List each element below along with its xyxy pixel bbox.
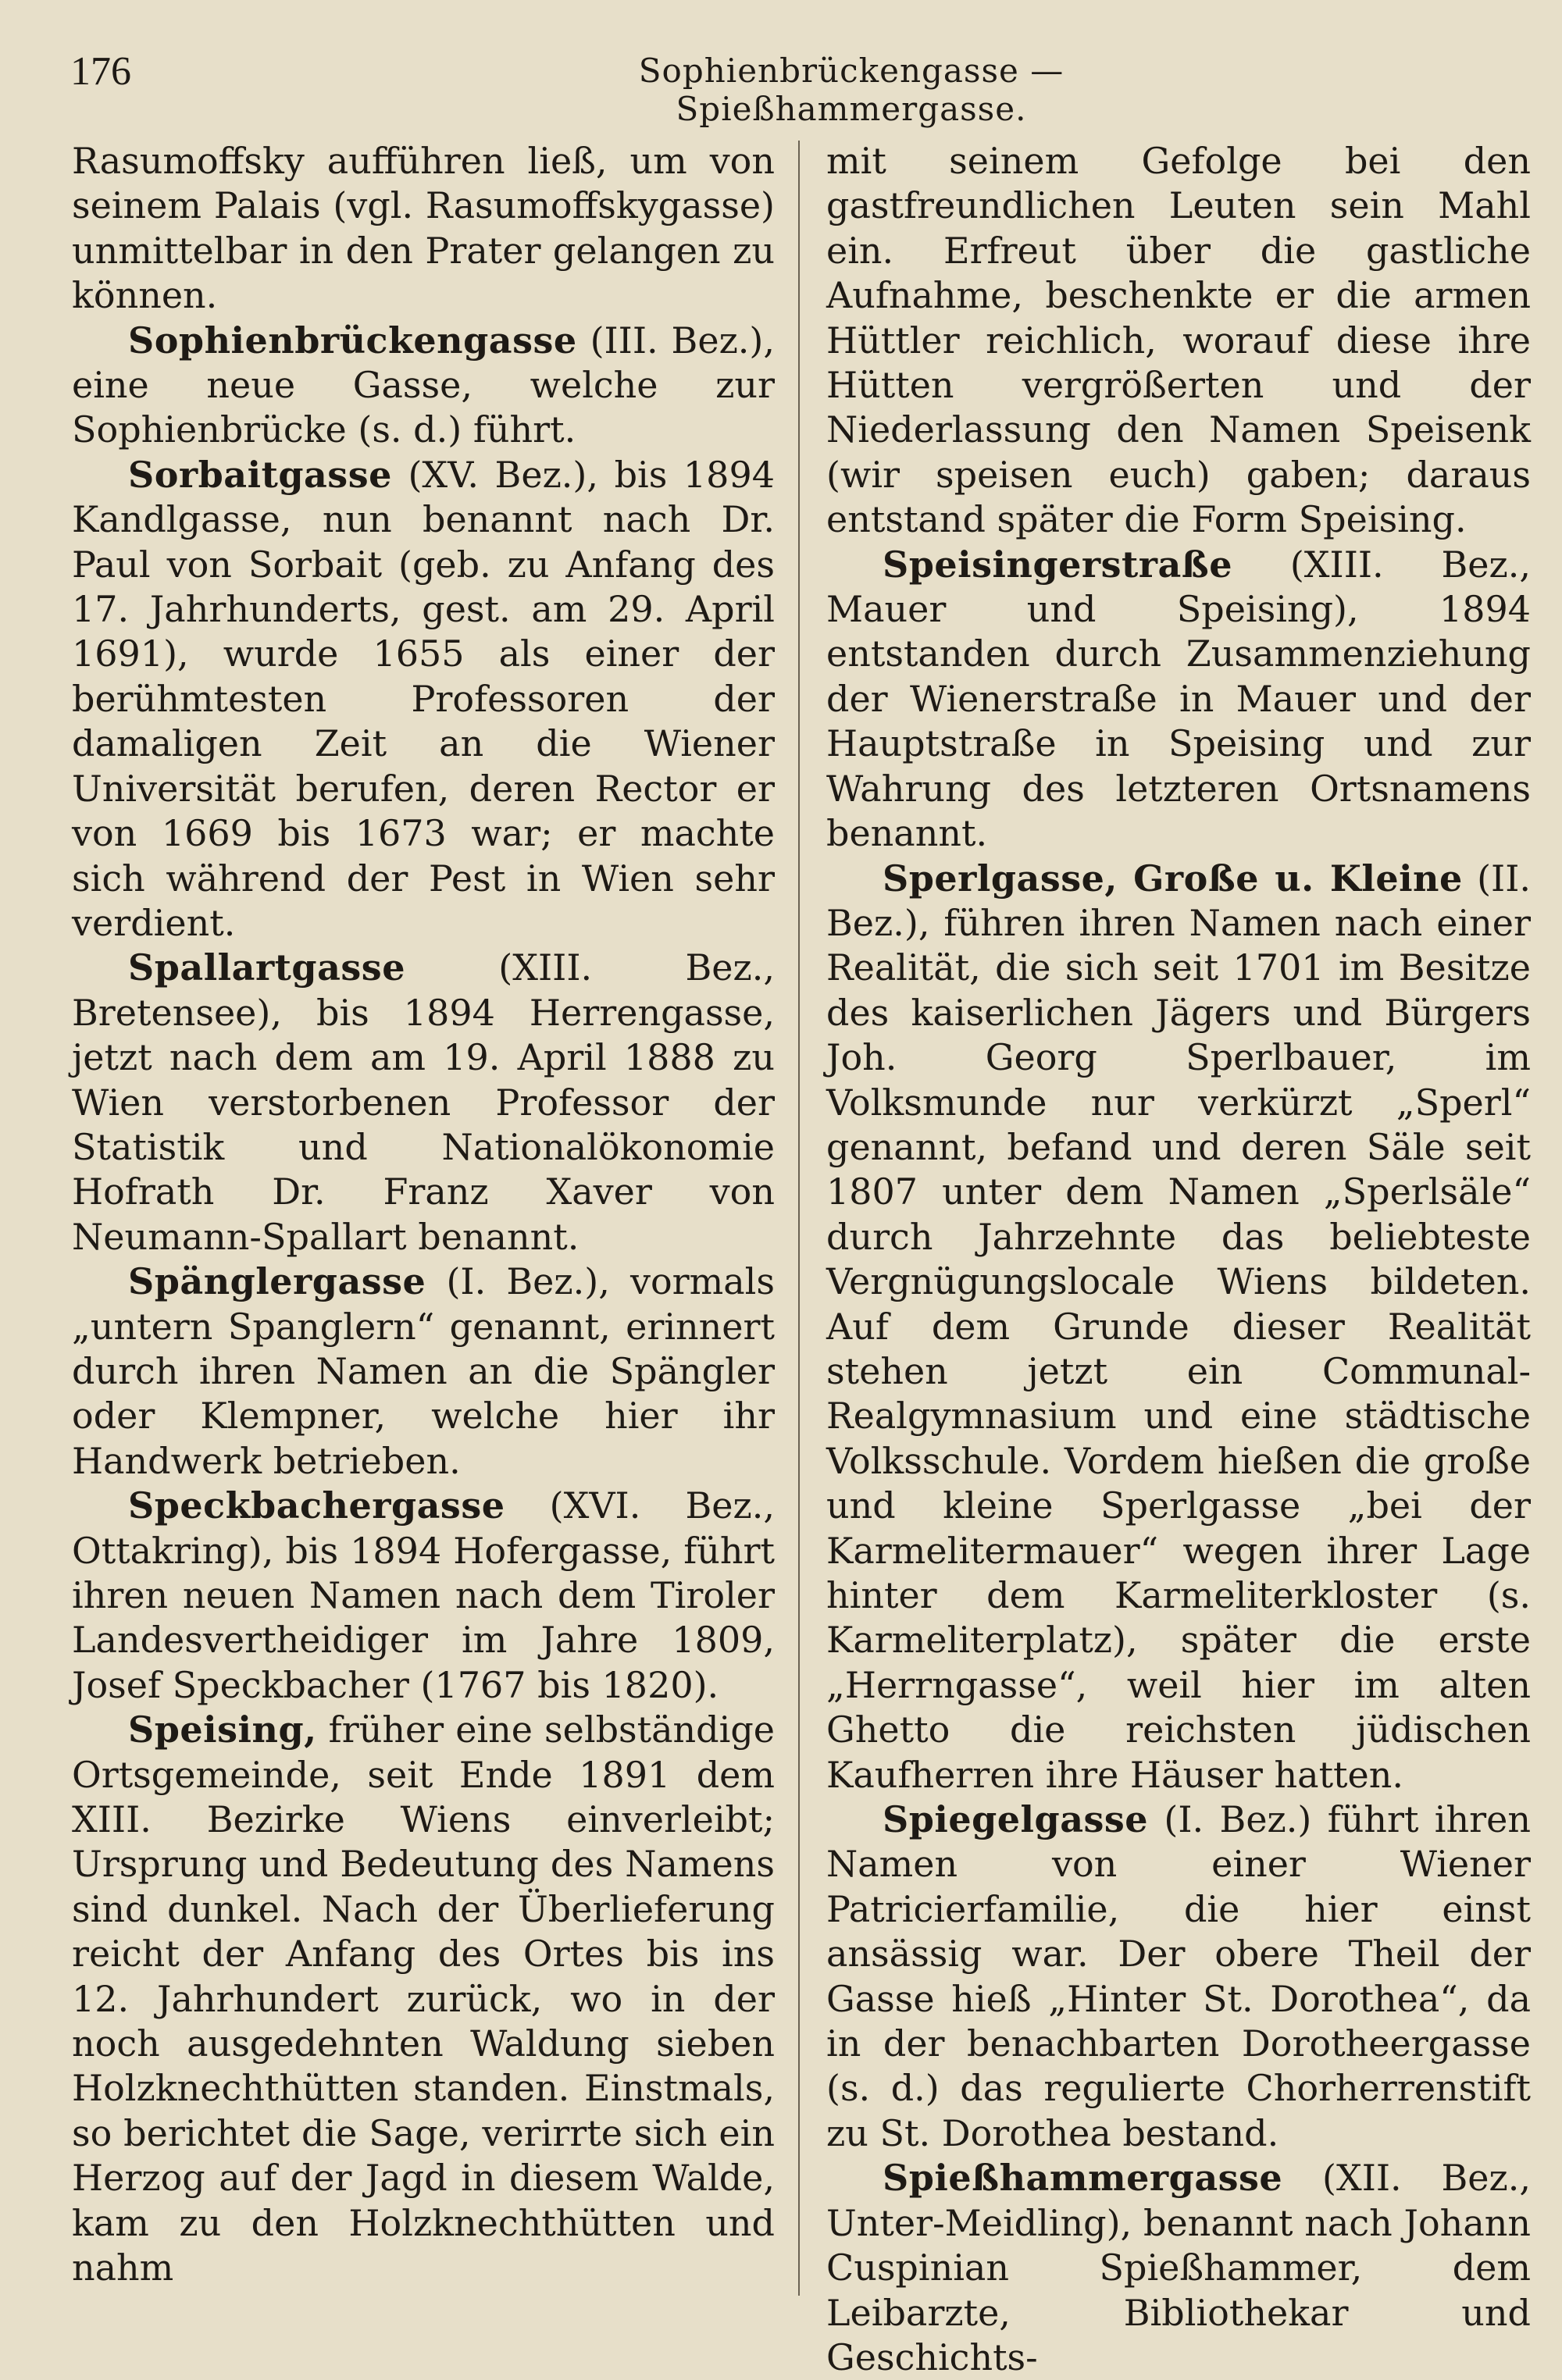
dictionary-entry <box>72 946 775 1259</box>
entry-text: (II. Bez.), führen ihren Namen nach einer Realität, die sich seit 1701 im Besitze des kaiserlichen Jägers und Bürgers Joh. Georg Sperlbauer, im Volksmunde nur verkürzt „Sperl“ genannt, befand und deren Säle seit 1807 unter dem Namen „Sperlsäle“ durch Jahrzehnte das beliebteste Vergnügungslocale Wiens bildeten. Auf dem Grunde dieser Realität stehen jetzt ein Communal-Realgymnasium und eine städtische Volksschule. Vordem hießen die große und kleine Sperlgasse „bei der Karmelitermauer“ wegen ihrer Lage hinter dem Karmeliterkloster (s. Karmeliterplatz), später die erste „Herrngasse“, weil hier im alten Ghetto die reichsten jüdischen Kaufherren ihre Häuser hatten. <box>826 857 1531 1796</box>
entry-headword: Speckbachergasse <box>128 1484 505 1527</box>
left-column <box>72 139 775 2291</box>
entry-text: früher eine selbständige Ortsgemeinde, seit Ende 1891 dem XIII. Bezirke Wiens einverleibt; Ursprung und Bedeutung des Namens sind dunkel. Nach der Überlieferung reicht der Anfang des Ortes bis ins 12. Jahrhundert zurück, wo in der noch ausgedehnten Waldung sieben Holzknechthütten standen. Einstmals, so berichtet die Sage, verirrte sich ein Herzog auf der Jagd in diesem Walde, kam zu den Holzknechthütten und nahm <box>72 1708 775 2289</box>
dictionary-entry <box>72 319 775 453</box>
dictionary-entry <box>826 857 1531 1798</box>
entry-text: (XIII. Bez., Mauer und Speising), 1894 entstanden durch Zusammenziehung der Wienerstraße in Mauer und der Hauptstraße in Speising und zur Wahrung des letzteren Ortsnamens benannt. <box>826 543 1531 855</box>
dictionary-entry <box>826 2156 1531 2380</box>
entry-text: (XVI. Bez., Ottakring), bis 1894 Hofergasse, führt ihren neuen Namen nach dem Tiroler Landesvertheidiger im Jahre 1809, Josef Speckbacher (1767 bis 1820). <box>72 1484 775 1706</box>
entry-text: Rasumoffsky aufführen ließ, um von seinem Palais (vgl. Rasumoffskygasse) unmittelbar in den Prater gelangen zu können. <box>72 140 775 317</box>
entry-headword: Spänglergasse <box>128 1260 426 1303</box>
entry-headword: Speisingerstraße <box>883 543 1233 586</box>
entry-text: (XIII. Bez., Bretensee), bis 1894 Herrengasse, jetzt nach dem am 19. April 1888 zu Wien verstorbenen Professor der Statistik und Nationalökonomie Hofrath Dr. Franz Xaver von Neumann-Spallart benannt. <box>72 946 775 1258</box>
entry-headword: Sophienbrückengasse <box>128 319 577 362</box>
column-divider <box>798 141 800 2296</box>
entry-headword: Spießhammergasse <box>883 2157 1283 2200</box>
entry-text: (I. Bez.) führt ihren Namen von einer Wiener Patricierfamilie, die hier einst ansässig war. Der obere Theil der Gasse hieß „Hinter St. Dorothea“, da in der benachbarten Dorotheergasse (s. d.) das regulierte Chorherrenstift zu St. Dorothea bestand. <box>826 1798 1531 2154</box>
page-number: 176 <box>70 49 131 94</box>
entry-headword: Sperlgasse, Große u. Kleine <box>883 857 1463 900</box>
running-head <box>70 48 1523 128</box>
entry-text: (I. Bez.), vormals „untern Spanglern“ genannt, erinnert durch ihren Namen an die Spängler oder Klempner, welche hier ihr Handwerk betrieben. <box>72 1260 775 1482</box>
entry-text: (XII. Bez., Unter-Meidling), benannt nach Johann Cuspinian Spießhammer, dem Leibarzte, Bibliothekar und Geschichts- <box>826 2157 1531 2378</box>
entry-text: (III. Bez.), eine neue Gasse, welche zur Sophienbrücke (s. d.) führt. <box>72 319 775 451</box>
entry-headword: Speising, <box>128 1708 317 1751</box>
entry-text: (XV. Bez.), bis 1894 Kandlgasse, nun benannt nach Dr. Paul von Sorbait (geb. zu Anfang des 17. Jahrhunderts, gest. am 29. April 1691), wurde 1655 als einer der berühmtesten Professoren der damaligen Zeit an die Wiener Universität berufen, deren Rector er von 1669 bis 1673 war; er machte sich während der Pest in Wien sehr verdient. <box>72 453 775 944</box>
dictionary-entry <box>72 453 775 946</box>
dictionary-entry <box>826 139 1531 543</box>
dictionary-entry <box>72 1708 775 2290</box>
dictionary-entry <box>826 543 1531 857</box>
right-column <box>826 139 1531 2380</box>
running-title: Sophienbrückengasse — Spießhammergasse. <box>638 52 1065 128</box>
dictionary-entry <box>826 1797 1531 2156</box>
entry-text: mit seinem Gefolge bei den gastfreundlichen Leuten sein Mahl ein. Erfreut über die gastliche Aufnahme, beschenkte er die armen Hüttler reichlich, worauf diese ihre Hütten vergrößerten und der Niederlassung den Namen Speisenk (wir speisen euch) gaben; daraus entstand später die Form Speising. <box>826 140 1531 541</box>
entry-headword: Spiegelgasse <box>883 1798 1149 1841</box>
dictionary-entry <box>72 139 775 319</box>
dictionary-entry <box>72 1259 775 1484</box>
entry-headword: Spallartgasse <box>128 946 405 989</box>
entry-headword: Sorbaitgasse <box>128 453 392 496</box>
dictionary-entry <box>72 1484 775 1708</box>
